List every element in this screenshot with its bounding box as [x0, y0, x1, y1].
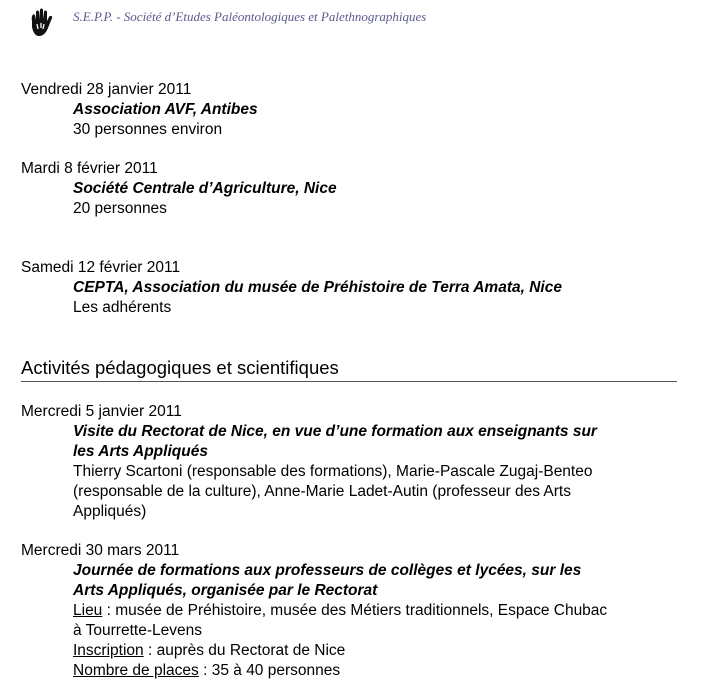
event-title: Société Centrale d’Agriculture, Nice: [73, 180, 337, 197]
activity-date: Mercredi 30 mars 2011: [21, 542, 180, 559]
activity-detail-line: Thierry Scartoni (responsable des formations), Marie-Pascale Zugaj-Benteo: [73, 463, 593, 480]
lieu-label: Lieu: [73, 602, 103, 619]
activity-date: Mercredi 5 janvier 2011: [21, 403, 182, 420]
places-label: Nombre de places: [73, 662, 199, 679]
event-title: CEPTA, Association du musée de Préhistoire de Terra Amata, Nice: [73, 279, 562, 296]
event-date: Mardi 8 février 2011: [21, 160, 158, 177]
activity-title-line: les Arts Appliqués: [73, 443, 208, 460]
lieu-line: [73, 601, 607, 621]
lieu-line-continued: à Tourrette-Levens: [73, 622, 202, 639]
lieu-text: : musée de Préhistoire, musée des Métiers traditionnels, Espace Chubac: [102, 602, 608, 619]
event-detail: 20 personnes: [73, 200, 167, 217]
activity-title-line: Journée de formations aux professeurs de collèges et lycées, sur les: [73, 562, 582, 579]
inscription-label: Inscription: [73, 642, 144, 659]
event-title: Association AVF, Antibes: [73, 101, 258, 118]
activity-title-line: Arts Appliqués, organisée par le Rectorat: [73, 582, 378, 599]
places-text: : 35 à 40 personnes: [198, 662, 341, 679]
event-detail: 30 personnes environ: [73, 121, 223, 138]
inscription-line: [73, 641, 345, 661]
event-detail: Les adhérents: [73, 299, 172, 316]
places-line: [73, 661, 340, 681]
event-date: Vendredi 28 janvier 2011: [21, 81, 192, 98]
inscription-text: : auprès du Rectorat de Nice: [143, 642, 346, 659]
activity-detail-line: Appliqués): [73, 503, 147, 520]
event-date: Samedi 12 février 2011: [21, 259, 181, 276]
hand-icon: [26, 7, 58, 39]
organization-name: S.E.P.P. - Société d’Etudes Paléontologiques et Palethnographiques: [73, 9, 427, 24]
page-header: [0, 0, 709, 44]
section-heading: Activités pédagogiques et scientifiques: [21, 357, 677, 382]
activity-title-line: Visite du Rectorat de Nice, en vue d’une formation aux enseignants sur: [73, 423, 597, 440]
activity-detail-line: (responsable de la culture), Anne-Marie Ladet-Autin (professeur des Arts: [73, 483, 571, 500]
